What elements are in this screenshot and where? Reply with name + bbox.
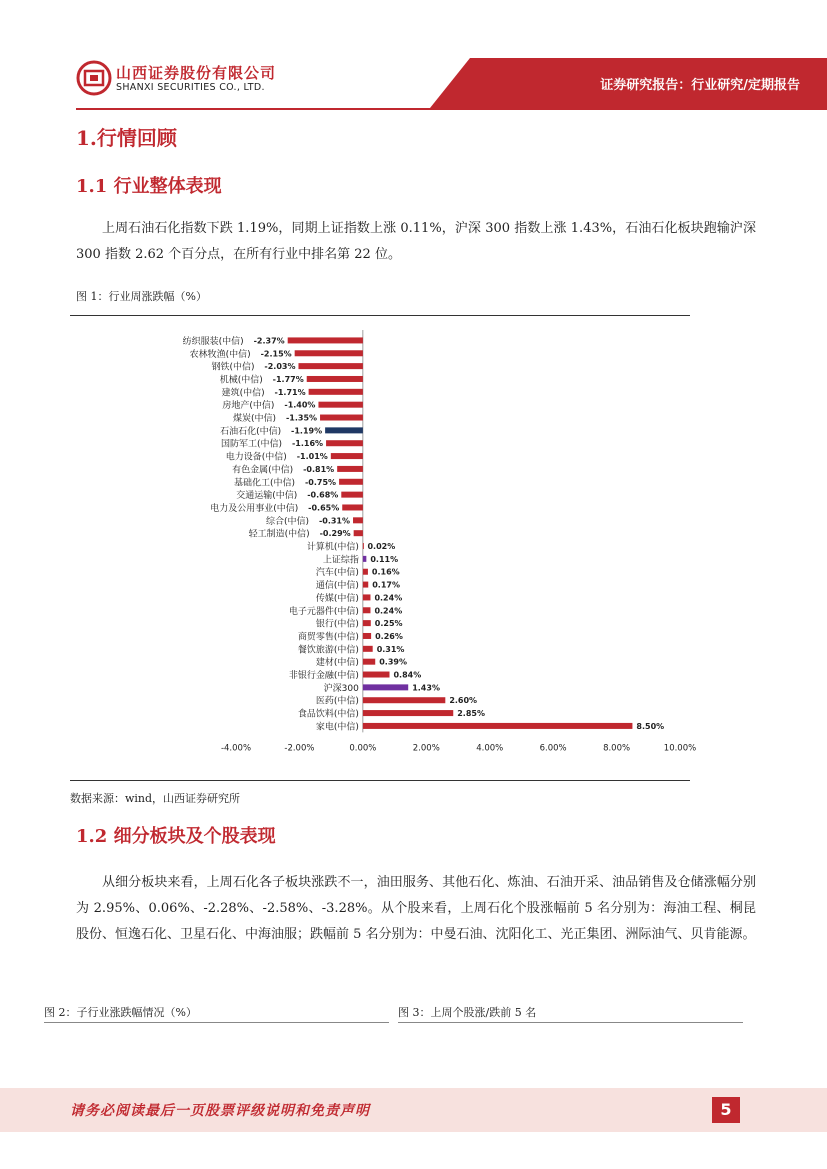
bar [363,594,371,600]
data-label: -1.19% [291,426,323,436]
category-label: 家电(中信) [315,722,359,733]
bar [339,479,363,485]
bar [363,607,371,613]
category-label: 综合(中信) [265,516,310,527]
category-label: 沪深300 [323,683,359,694]
x-tick-label: 10.00% [663,743,697,754]
figure-caption: 图 2：子行业涨跌幅情况（%） [44,1006,197,1019]
data-label: 0.26% [375,631,403,641]
bar [363,620,371,626]
category-label: 纺织服装(中信) [182,336,244,347]
bar [353,517,363,523]
bar [309,389,363,395]
category-label: 电力设备(中信) [225,452,287,463]
category-label: 基础化工(中信) [234,478,296,489]
figure-rule [44,1022,389,1023]
x-tick-label: 2.00% [412,743,440,754]
category-label: 传媒(中信) [315,593,359,604]
figure-rule [398,1022,743,1023]
x-tick-label: -4.00% [220,743,252,754]
category-label: 交通运输(中信) [236,491,298,502]
header-divider [76,108,827,110]
bar [342,504,363,510]
paragraph: 从细分板块来看，上周石化各子板块涨跌不一，油田服务、其他石化、炼油、石油开采、油品销售及仓储涨幅分别为 2.95%、0.06%、-2.28%、-2.58%、-3.28%。从个股来看，上周石化个股涨幅前 5 名分别为：海油工程、桐昆股份、恒逸石化、卫星石化、中海油服；跌幅前 5 名分别为：中曼石油、沈阳化工、光正集团、洲际油气、贝肯能源。 [76,875,756,942]
data-label: 2.85% [457,709,486,719]
category-label: 餐饮旅游(中信) [297,645,359,656]
category-label: 农林牧渔(中信) [189,349,251,360]
data-label: -2.03% [264,362,296,372]
category-label: 上证综指 [322,555,359,566]
figure-caption: 图 1：行业周涨跌幅（%） [76,290,207,303]
bar [363,659,375,665]
figure-caption: 图 3：上周个股涨/跌前 5 名 [398,1006,537,1019]
category-label: 银行(中信) [315,619,359,630]
data-label: 0.84% [393,670,422,680]
category-label: 建材(中信) [315,658,359,669]
bar [363,543,364,549]
bar [288,337,363,343]
category-label: 汽车(中信) [315,568,359,579]
company-logo [76,60,112,96]
category-label: 计算机(中信) [306,542,359,553]
figure-bottom-rule [70,780,690,781]
data-label: -1.16% [291,439,324,449]
paragraph: 上周石油石化指数下跌 1.19%，同期上证指数上涨 0.11%，沪深 300 指数上涨 1.43%，石油石化板块跑输沪深 300 指数 2.62 个百分点，在所有行业中排名第 22 位。 [76,221,756,262]
bar [298,363,362,369]
bar [363,569,368,575]
bar [363,723,633,729]
bar [320,415,363,421]
data-label: -0.81% [303,464,335,474]
data-label: -1.77% [272,374,304,384]
category-label: 煤炭(中信) [233,414,277,425]
subsection-title: 1.2 细分板块及个股表现 [76,826,276,847]
data-label: 0.16% [371,567,400,577]
bar [354,530,363,536]
data-label: -1.40% [284,400,316,410]
category-label: 医药(中信) [315,696,359,707]
bar [363,633,371,639]
section-title: 1.行情回顾 [76,126,177,150]
category-label: 钢铁(中信) [211,362,255,373]
bar [337,466,363,472]
data-label: 1.43% [412,683,440,693]
bar [331,453,363,459]
company-name-en: SHANXI SECURITIES CO., LTD. [116,82,265,93]
data-label: 0.31% [376,644,405,654]
data-label: 0.11% [370,554,399,564]
x-tick-label: -2.00% [284,743,315,754]
bar [326,440,363,446]
data-label: 8.50% [636,721,665,731]
data-label: -0.68% [307,490,339,500]
category-label: 电子元器件(中信) [288,606,359,617]
category-label: 机械(中信) [219,375,263,386]
category-label: 非银行金融(中信) [288,671,359,682]
report-type: 证券研究报告：行业研究/定期报告 [600,78,800,93]
bar [325,427,363,433]
bar [363,672,390,678]
category-label: 食品饮料(中信) [297,709,359,720]
subsection-title: 1.1 行业整体表现 [76,176,222,197]
data-label: -0.75% [304,477,337,487]
category-label: 轻工制造(中信) [248,529,310,540]
category-label: 石油石化(中信) [220,426,282,437]
figure-source: 数据来源：wind，山西证券研究所 [70,792,241,805]
data-label: 0.39% [379,657,407,667]
category-label: 国防军工(中信) [221,439,283,450]
data-label: -0.31% [318,516,351,526]
x-tick-label: 4.00% [476,743,504,754]
bar [363,646,373,652]
figure-top-rule [70,315,690,316]
data-label: -1.71% [274,387,306,397]
category-label: 建筑(中信) [221,388,265,399]
data-label: -0.65% [308,503,340,513]
footer-disclaimer: 请务必阅读最后一页股票评级说明和免责声明 [70,1103,370,1119]
data-label: -2.37% [253,336,285,346]
bar [341,492,363,498]
category-label: 房地产(中信) [222,401,275,412]
page-number: 5 [712,1097,740,1123]
data-label: -1.01% [296,452,328,462]
category-label: 电力及公用事业(中信) [210,503,299,514]
data-label: 0.24% [374,593,403,603]
bar [363,710,453,716]
bar [363,556,366,562]
data-label: -1.35% [285,413,318,423]
bar [363,684,408,690]
x-tick-label: 8.00% [603,743,631,754]
data-label: -2.15% [260,349,292,359]
data-label: 2.60% [449,696,478,706]
category-label: 通信(中信) [315,581,359,592]
data-label: 0.24% [374,606,403,616]
company-name-cn: 山西证券股份有限公司 [116,64,277,82]
data-label: 0.25% [374,619,403,629]
bar [363,697,445,703]
category-label: 有色金属(中信) [232,465,294,476]
data-label: -0.29% [319,529,351,539]
bar [307,376,363,382]
x-tick-label: 0.00% [349,743,377,754]
data-label: 0.17% [372,580,401,590]
category-label: 商贸零售(中信) [297,632,359,643]
bar [295,350,363,356]
x-tick-label: 6.00% [539,743,567,754]
bar [318,402,362,408]
bar [363,582,368,588]
industry-weekly-change-chart [70,318,700,778]
data-label: 0.02% [367,542,396,552]
